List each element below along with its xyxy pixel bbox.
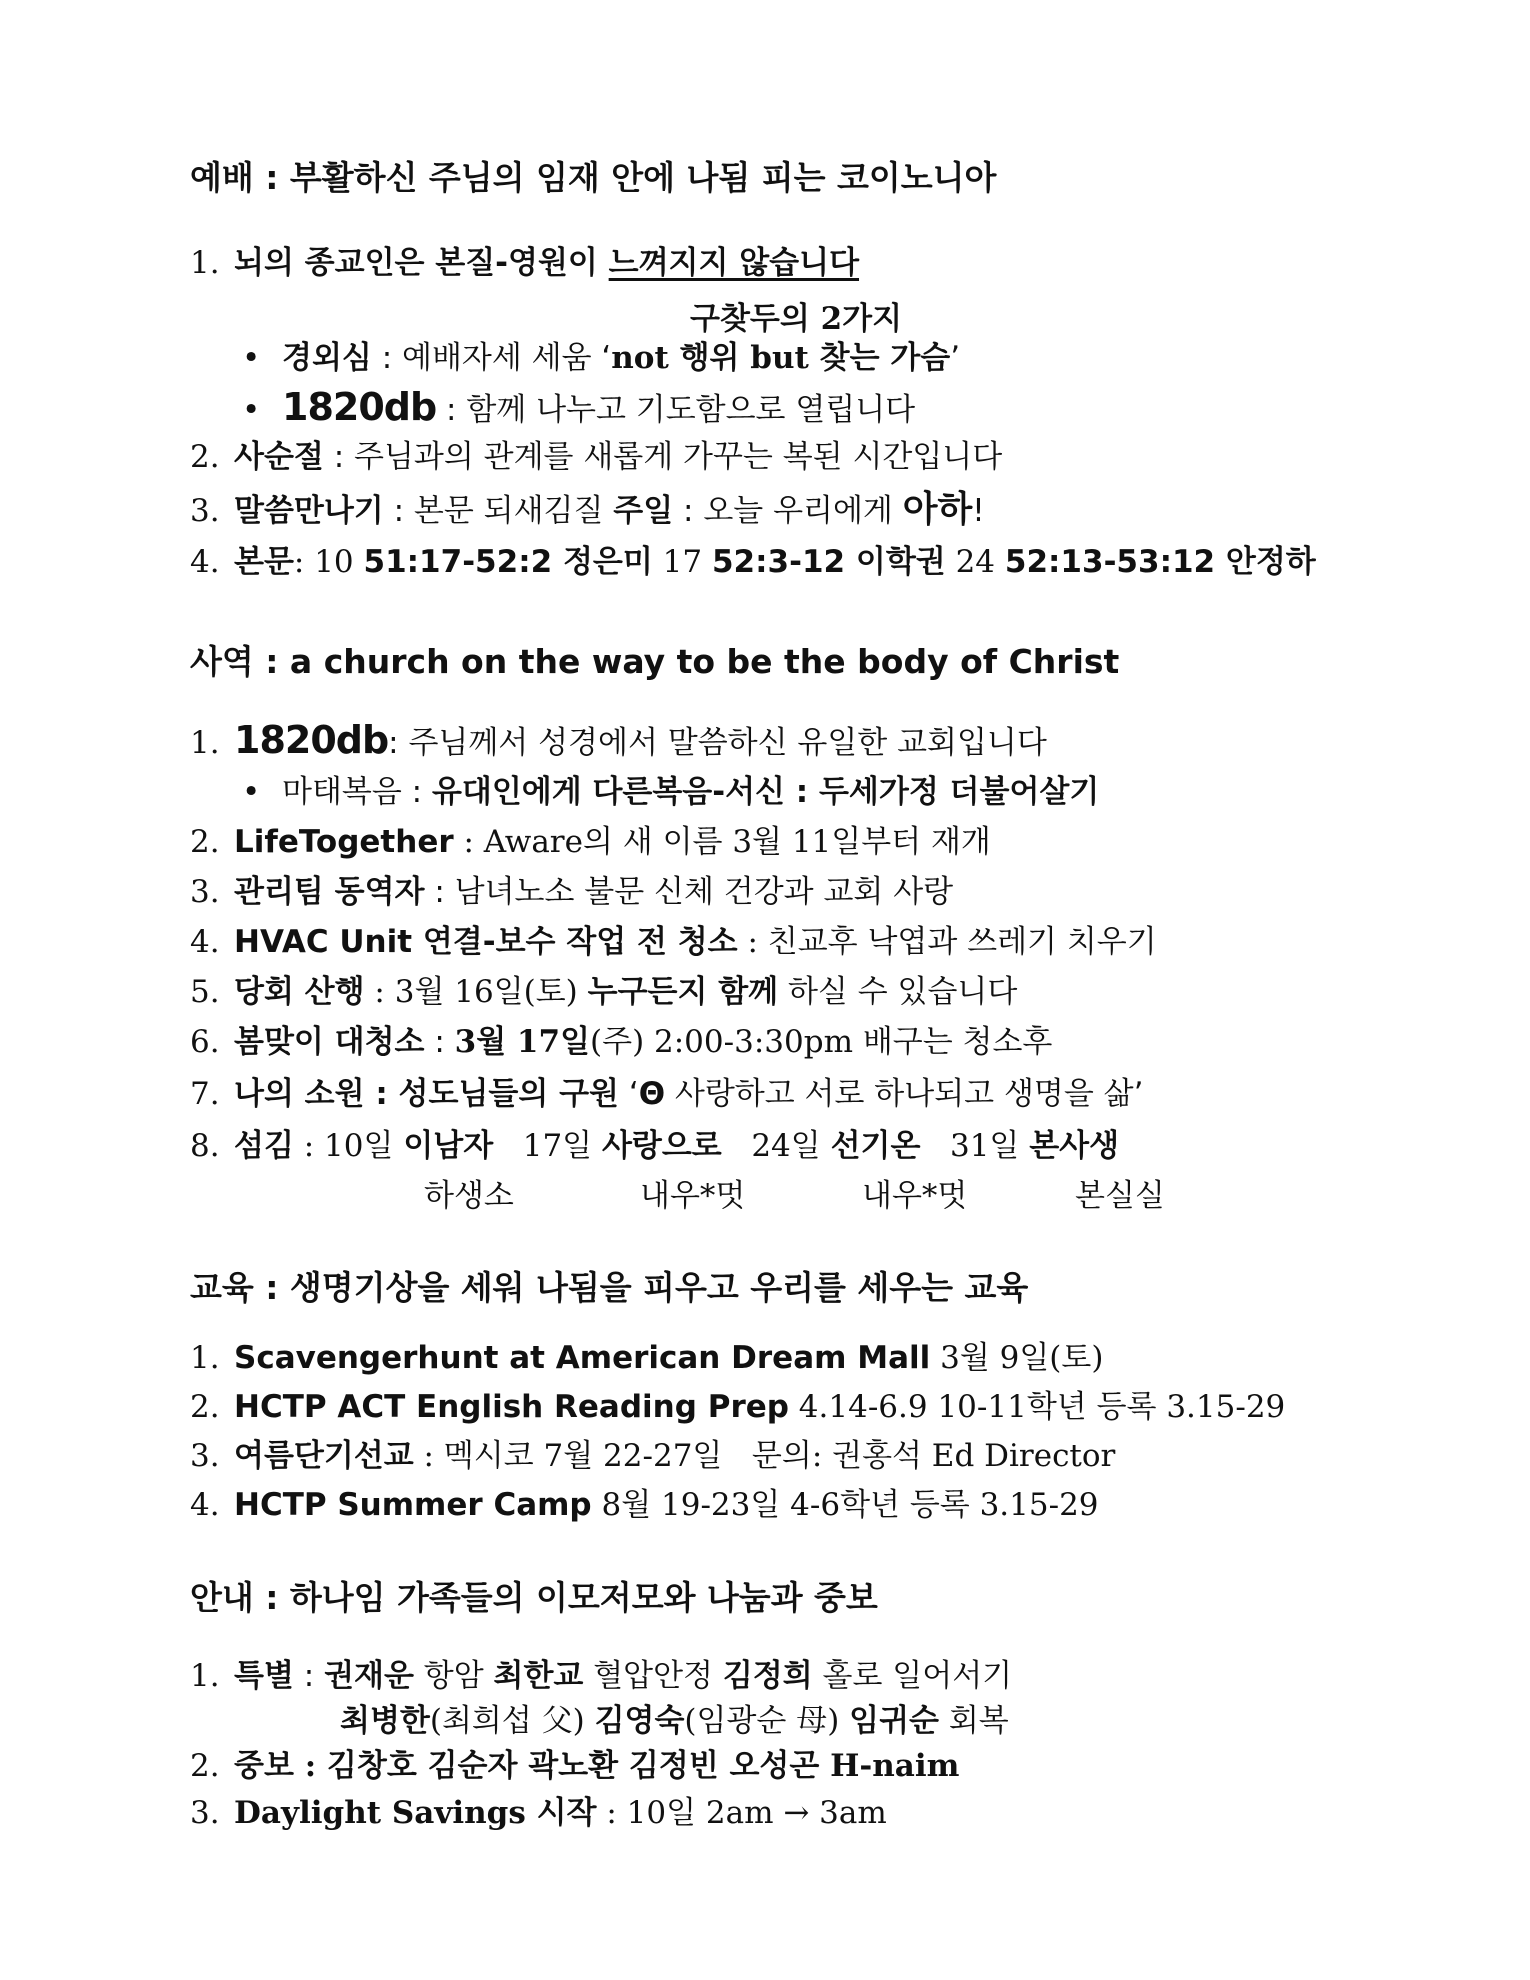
item-number: 6. bbox=[190, 1024, 220, 1060]
item-text: 혈압안정 bbox=[583, 1658, 723, 1694]
item-number: 2. bbox=[190, 824, 220, 860]
item-title: 여름단기선교 bbox=[234, 1438, 414, 1474]
item-text: : 김창호 김순자 곽노환 김정빈 오성곤 H-naim bbox=[293, 1748, 960, 1784]
item-text: : Aware의 새 이름 3월 11일부터 재개 bbox=[453, 824, 991, 860]
reader-name: 안정하 bbox=[1215, 544, 1316, 580]
server-sub-1: 하생소 bbox=[424, 1178, 514, 1214]
bullet-text-bold: but bbox=[750, 340, 809, 376]
item-number: 1. bbox=[190, 245, 220, 281]
item-number: 7. bbox=[190, 1076, 220, 1112]
worship-item-4 bbox=[190, 540, 1316, 584]
bullet-text: : 함께 나누고 기도함으로 열립니다 bbox=[436, 392, 916, 428]
person-name: 최병한 bbox=[340, 1703, 430, 1739]
server-sub-3: 내우*멋 bbox=[862, 1178, 968, 1214]
item-title: HCTP ACT English Reading Prep bbox=[234, 1389, 789, 1425]
worship-bullet-1 bbox=[190, 336, 960, 380]
item-text: 24일 bbox=[721, 1128, 831, 1164]
bullet-text-bold: 행위 bbox=[668, 340, 751, 376]
notice-item-2 bbox=[190, 1744, 959, 1788]
bullet-text-bold: 유대인에게 다른복음-서신 : 두세가정 더불어살기 bbox=[431, 774, 1100, 810]
aha-text: 아하 bbox=[902, 489, 973, 530]
education-heading: 교육 : 생명기상을 세워 나됨을 피우고 우리를 세우는 교육 bbox=[190, 1268, 1029, 1307]
scripture-ref: 52:13-53:12 bbox=[1004, 544, 1216, 580]
person-name: 최한교 bbox=[493, 1658, 584, 1694]
item-number: 1. bbox=[190, 1340, 220, 1376]
item-text: : 친교후 낙엽과 쓰레기 치우기 bbox=[737, 924, 1157, 960]
bullet-text-bold: 찾는 가슴 bbox=[808, 340, 951, 376]
logo-1820db: 1820db bbox=[282, 385, 437, 429]
item-title: 특별 bbox=[234, 1658, 294, 1694]
bullet-text: 예배자세 세움 ‘ bbox=[402, 340, 612, 376]
item-text: 회복 bbox=[939, 1703, 1009, 1739]
item-number: 3. bbox=[190, 493, 220, 529]
item-title: 중보 bbox=[234, 1748, 294, 1784]
ministry-item-6 bbox=[190, 1020, 1052, 1064]
education-item-1 bbox=[190, 1336, 1103, 1380]
item-title: 말씀만나기 bbox=[234, 493, 384, 529]
item-text: 17 bbox=[652, 544, 712, 580]
ministry-item-1 bbox=[190, 718, 1047, 765]
item-text: : 10일 bbox=[293, 1128, 404, 1164]
reader-name: 정은미 bbox=[552, 544, 653, 580]
item-text: : 멕시코 7월 22-27일 문의: 권홍석 Ed Director bbox=[413, 1438, 1116, 1474]
item-text: (주) 2:00-3:30pm 배구는 청소후 bbox=[590, 1024, 1053, 1060]
item-title: 뇌의 종교인은 본질-영원이 bbox=[234, 245, 609, 281]
notice-item-1-continued bbox=[340, 1699, 1009, 1743]
item-text: : 3월 16일(토) bbox=[364, 974, 588, 1010]
item-title: 주일 bbox=[613, 493, 674, 529]
bullet-text-bold: not bbox=[611, 340, 669, 376]
item-text: : 10일 2am → 3am bbox=[596, 1795, 887, 1831]
item-text: : 주님께서 성경에서 말씀하신 유일한 교회입니다 bbox=[388, 725, 1047, 761]
separator: : bbox=[293, 1658, 325, 1694]
theta-icon: Θ bbox=[638, 1076, 666, 1112]
item-text: (최희섭 父) bbox=[429, 1703, 595, 1739]
bullet-title: 경외심 bbox=[282, 340, 372, 376]
item-title: 3월 17일 bbox=[454, 1024, 591, 1060]
worship-item-1-subtitle: 구찾두의 2가지 bbox=[690, 301, 903, 337]
item-title: 섬김 bbox=[234, 1128, 294, 1164]
item-text: 항암 bbox=[413, 1658, 494, 1694]
worship-item-1 bbox=[190, 241, 859, 285]
item-text: 17일 bbox=[493, 1128, 602, 1164]
item-number: 2. bbox=[190, 439, 220, 475]
ministry-item-4 bbox=[190, 920, 1157, 964]
item-number: 4. bbox=[190, 924, 220, 960]
notice-item-1 bbox=[190, 1654, 1012, 1698]
item-text: : 주님과의 관계를 새롭게 가꾸는 복된 시간입니다 bbox=[323, 439, 1003, 475]
item-number: 2. bbox=[190, 1389, 220, 1425]
item-title: 사순절 bbox=[234, 439, 324, 475]
ministry-item-3 bbox=[190, 870, 953, 914]
server-name: 사랑으로 bbox=[601, 1128, 722, 1164]
server-sub-4: 본실실 bbox=[1075, 1178, 1165, 1214]
item-number: 2. bbox=[190, 1748, 220, 1784]
item-number: 4. bbox=[190, 544, 220, 580]
item-number: 1. bbox=[190, 725, 220, 761]
item-title: 봄맞이 대청소 bbox=[234, 1024, 425, 1060]
bullet-icon: • bbox=[242, 392, 261, 428]
worship-heading: 예배 : 부활하신 주님의 임재 안에 나됨 피는 코이노니아 bbox=[190, 158, 997, 197]
item-title: 당회 산행 bbox=[234, 974, 365, 1010]
item-title: 나의 소원 : 성도님들의 구원 bbox=[234, 1076, 619, 1112]
server-name: 이남자 bbox=[403, 1128, 494, 1164]
item-title: LifeTogether bbox=[234, 824, 454, 860]
notice-heading: 안내 : 하나임 가족들의 이모저모와 나눔과 중보 bbox=[190, 1578, 878, 1617]
separator: : bbox=[371, 340, 402, 376]
item-title: 관리팀 동역자 bbox=[234, 874, 425, 910]
bullet-icon: • bbox=[242, 340, 261, 376]
ministry-item-8 bbox=[190, 1124, 1119, 1168]
item-text: (임광순 母) bbox=[684, 1703, 850, 1739]
item-text: 하실 수 있습니다 bbox=[778, 974, 1018, 1010]
item-title: HCTP Summer Camp bbox=[234, 1487, 592, 1523]
ministry-item-5 bbox=[190, 970, 1017, 1014]
item-text: : bbox=[424, 1024, 455, 1060]
item-title: Daylight Savings 시작 bbox=[234, 1795, 597, 1831]
item-text: 8월 19-23일 4-6학년 등록 3.15-29 bbox=[591, 1487, 1099, 1523]
item-number: 3. bbox=[190, 874, 220, 910]
scripture-ref: 51:17-52:2 bbox=[363, 544, 553, 580]
person-name: 임귀순 bbox=[849, 1703, 939, 1739]
item-text: 사랑하고 서로 하나되고 생명을 삶’ bbox=[665, 1076, 1144, 1112]
worship-bullet-2 bbox=[190, 385, 915, 432]
education-item-4 bbox=[190, 1483, 1099, 1527]
education-item-2 bbox=[190, 1385, 1285, 1429]
ministry-item-2 bbox=[190, 820, 991, 864]
item-title: Scavengerhunt at American Dream Mall bbox=[234, 1340, 931, 1376]
item-title: HVAC Unit 연결-보수 작업 전 청소 bbox=[234, 924, 738, 960]
item-text: 31일 bbox=[920, 1128, 1030, 1164]
item-text: 3월 9일(토) bbox=[930, 1340, 1104, 1376]
worship-item-2 bbox=[190, 435, 1002, 479]
worship-item-3 bbox=[190, 488, 985, 533]
server-name: 본사생 bbox=[1029, 1128, 1120, 1164]
item-title: 본문 bbox=[234, 544, 294, 580]
bullet-text: ’ bbox=[950, 340, 961, 376]
person-name: 김정희 bbox=[722, 1658, 813, 1694]
item-number: 8. bbox=[190, 1128, 220, 1164]
ministry-item-7 bbox=[190, 1072, 1143, 1116]
item-text: ! bbox=[972, 493, 985, 529]
item-title: 누구든지 함께 bbox=[587, 974, 779, 1010]
item-text: 홀로 일어서기 bbox=[812, 1658, 1013, 1694]
item-text: : 남녀노소 불문 신체 건강과 교회 사랑 bbox=[424, 874, 954, 910]
item-text: ‘ bbox=[618, 1076, 639, 1112]
bullet-icon: • bbox=[242, 774, 261, 810]
item-number: 5. bbox=[190, 974, 220, 1010]
item-title-underlined: 느껴지지 않습니다 bbox=[608, 245, 860, 281]
item-text: 24 bbox=[945, 544, 1005, 580]
item-number: 4. bbox=[190, 1487, 220, 1523]
server-sub-2: 내우*멋 bbox=[640, 1178, 746, 1214]
item-number: 3. bbox=[190, 1438, 220, 1474]
item-number: 1. bbox=[190, 1658, 220, 1694]
item-text: : 본문 되새김질 bbox=[383, 493, 614, 529]
item-text: : 10 bbox=[293, 544, 364, 580]
item-number: 3. bbox=[190, 1795, 220, 1831]
server-name: 선기온 bbox=[830, 1128, 921, 1164]
scripture-ref: 52:3-12 bbox=[711, 544, 846, 580]
ministry-heading: 사역 : a church on the way to be the body of Christ bbox=[190, 642, 1120, 681]
ministry-bullet-1 bbox=[190, 770, 1099, 814]
education-item-3 bbox=[190, 1434, 1115, 1478]
logo-1820db: 1820db bbox=[234, 718, 389, 762]
item-text: : 오늘 우리에게 bbox=[673, 493, 903, 529]
reader-name: 이학권 bbox=[845, 544, 946, 580]
bullet-text: 마태복음 : bbox=[282, 774, 432, 810]
person-name: 김영숙 bbox=[594, 1703, 685, 1739]
person-name: 권재운 bbox=[324, 1658, 414, 1694]
notice-item-3 bbox=[190, 1791, 887, 1835]
item-text: 4.14-6.9 10-11학년 등록 3.15-29 bbox=[788, 1389, 1286, 1425]
